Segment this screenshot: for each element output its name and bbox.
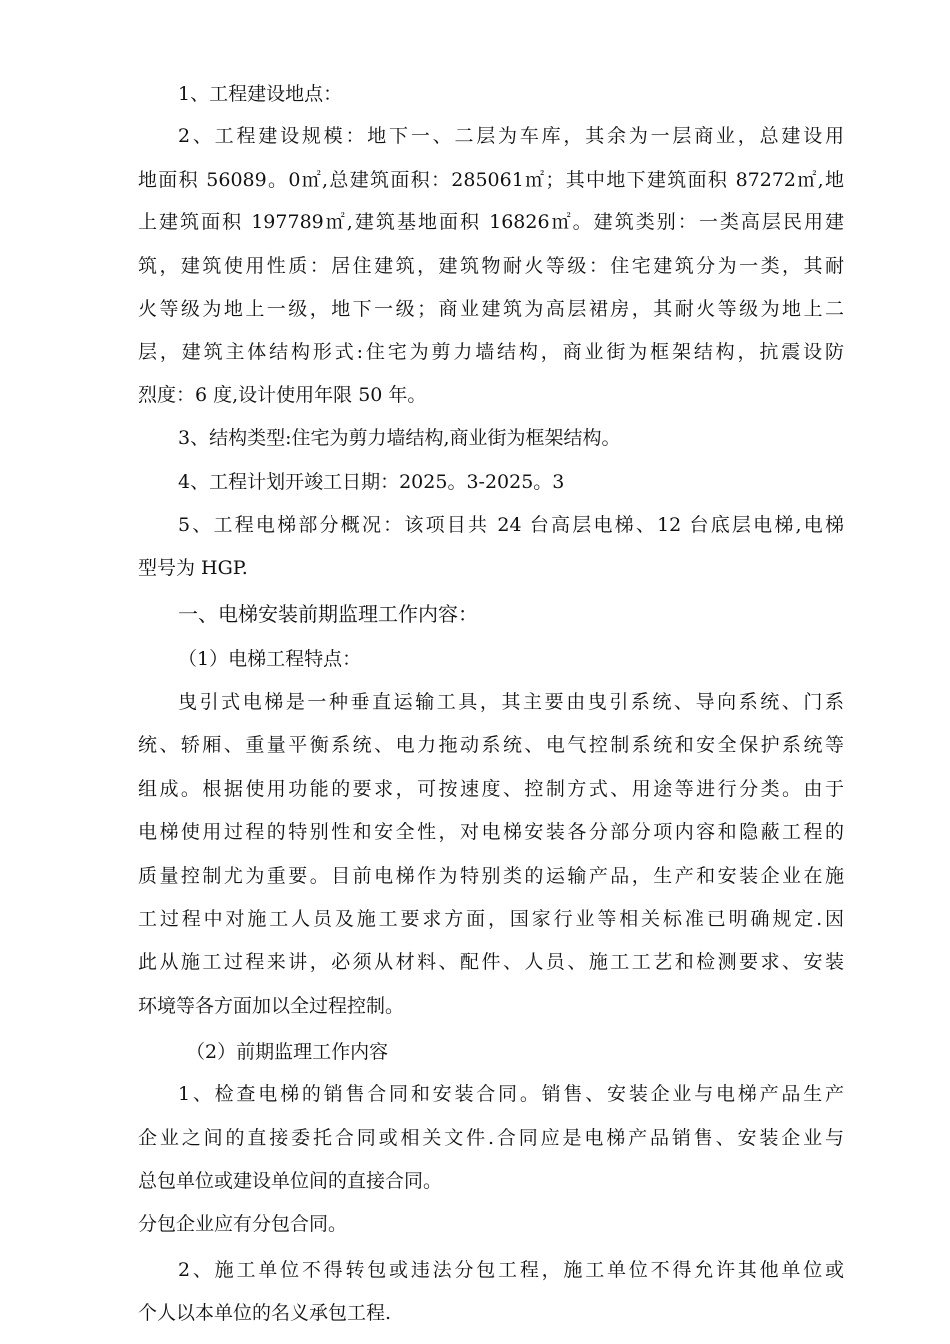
paragraph-line: 筑，建筑使用性质：居住建筑，建筑物耐火等级：住宅建筑分为一类，其耐 xyxy=(138,255,844,277)
paragraph-line: 层，建筑主体结构形式:住宅为剪力墙结构，商业街为框架结构，抗震设防 xyxy=(138,341,844,363)
paragraph-line: 3、结构类型:住宅为剪力墙结构,商业街为框架结构。 xyxy=(178,427,621,449)
paragraph-line: 组成。根据使用功能的要求，可按速度、控制方式、用途等进行分类。由于 xyxy=(138,778,844,800)
paragraph-line: 企业之间的直接委托合同或相关文件.合同应是电梯产品销售、安装企业与 xyxy=(138,1127,844,1149)
paragraph-line: 电梯使用过程的特别性和安全性，对电梯安装各分部分项内容和隐蔽工程的 xyxy=(138,821,844,843)
paragraph-line: 此从施工过程来讲，必须从材料、配件、人员、施工工艺和检测要求、安装 xyxy=(138,951,844,973)
paragraph-line: 分包企业应有分包合同。 xyxy=(138,1213,348,1235)
paragraph-line: 个人以本单位的名义承包工程. xyxy=(138,1302,392,1324)
paragraph-line: 型号为 HGP. xyxy=(138,557,248,579)
paragraph-line: 1、检查电梯的销售合同和安装合同。销售、安装企业与电梯产品生产 xyxy=(178,1083,844,1105)
subsection-heading: （2）前期监理工作内容 xyxy=(186,1041,389,1063)
section-heading: 一、电梯安装前期监理工作内容： xyxy=(178,602,478,626)
paragraph-line: 质量控制尤为重要。目前电梯作为特别类的运输产品，生产和安装企业在施 xyxy=(138,865,844,887)
paragraph-line: 1、工程建设地点： xyxy=(178,83,343,105)
paragraph-line: 地面积 56089。0㎡,总建筑面积：285061㎡；其中地下建筑面积 87272㎡,地 xyxy=(138,169,844,191)
paragraph-line: 5、工程电梯部分概况：该项目共 24 台高层电梯、12 台底层电梯,电梯 xyxy=(178,514,844,536)
paragraph-line: 上建筑面积 197789㎡,建筑基地面积 16826㎡。建筑类别：一类高层民用建 xyxy=(138,211,844,233)
paragraph-line: 环境等各方面加以全过程控制。 xyxy=(138,995,405,1017)
paragraph-line: 工过程中对施工人员及施工要求方面，国家行业等相关标准已明确规定.因 xyxy=(138,908,844,930)
paragraph-line: 4、工程计划开竣工日期：2025。3-2025。3 xyxy=(178,471,565,493)
paragraph-line: 统、轿厢、重量平衡系统、电力拖动系统、电气控制系统和安全保护系统等 xyxy=(138,734,844,756)
paragraph-line: 火等级为地上一级，地下一级；商业建筑为高层裙房，其耐火等级为地上二 xyxy=(138,298,844,320)
paragraph-line: 曳引式电梯是一种垂直运输工具，其主要由曳引系统、导向系统、门系 xyxy=(178,691,844,713)
subsection-heading: （1）电梯工程特点： xyxy=(178,648,362,670)
paragraph-line: 2、施工单位不得转包或违法分包工程，施工单位不得允许其他单位或 xyxy=(178,1259,844,1281)
paragraph-line: 2、工程建设规模：地下一、二层为车库，其余为一层商业，总建设用 xyxy=(178,125,844,147)
paragraph-line: 总包单位或建设单位间的直接合同。 xyxy=(138,1170,443,1192)
paragraph-line: 烈度：6 度,设计使用年限 50 年。 xyxy=(138,384,427,406)
